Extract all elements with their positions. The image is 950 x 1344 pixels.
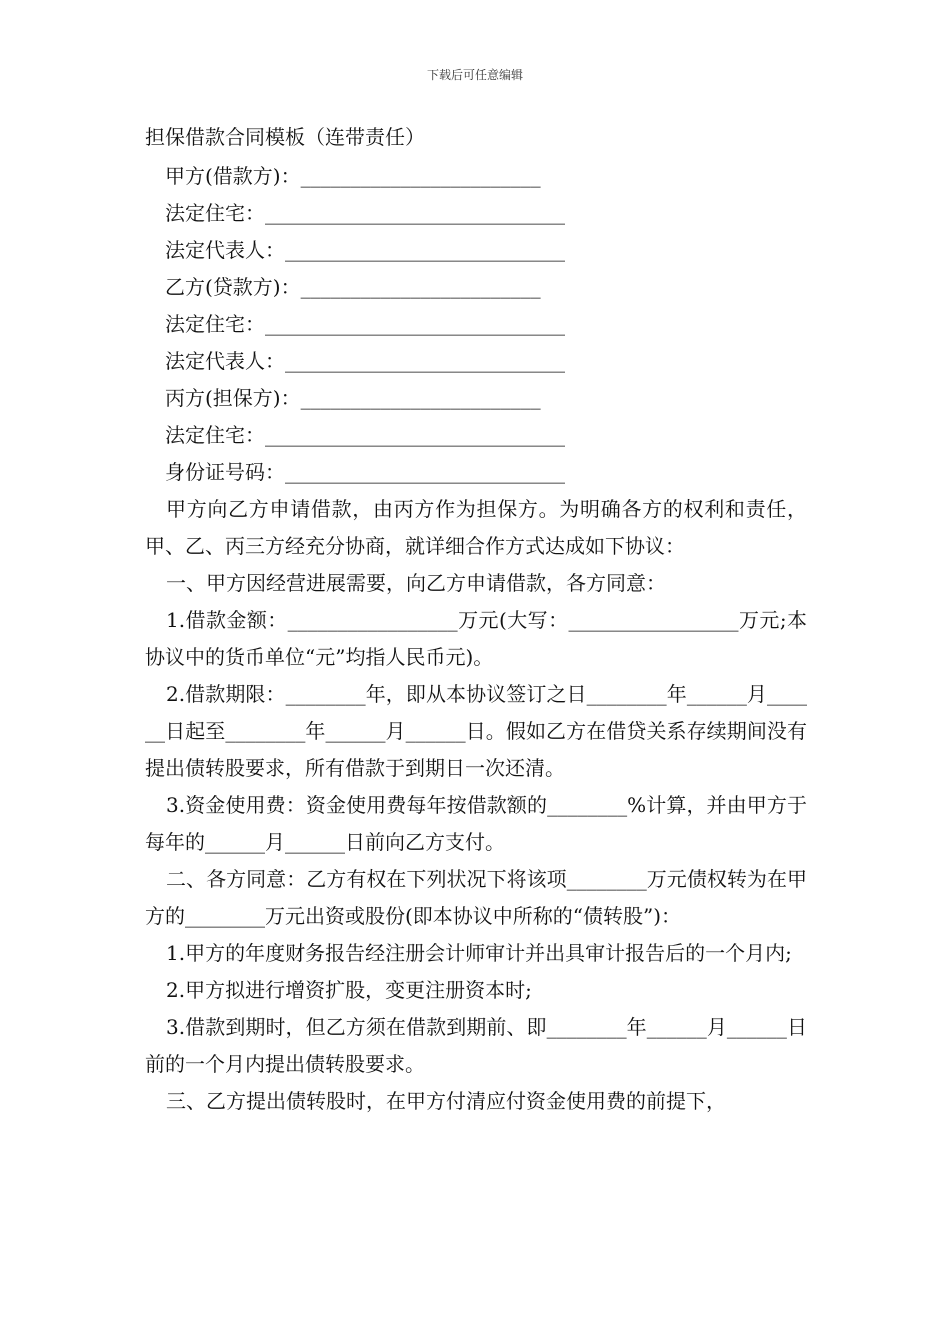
lender-field [145, 269, 807, 306]
field-blank: ____________________________ [285, 238, 565, 262]
field-label: 法定代表人： [165, 238, 285, 262]
condition-3: 3.借款到期时，但乙方须在借款到期前、即________年______月______日前的一个月内提出债转股要求。 [145, 1015, 807, 1076]
clause-usage-fee: 3.资金使用费：资金使用费每年按借款额的________%计算，并由甲方于每年的______月______日前向乙方支付。 [145, 793, 807, 854]
condition-1: 1.甲方的年度财务报告经注册会计师审计并出具审计报告后的一个月内; [166, 941, 792, 965]
field-blank: ________________________ [300, 275, 541, 299]
contract-document [145, 122, 807, 1120]
condition-2: 2.甲方拟进行增资扩股，变更注册资本时; [166, 978, 532, 1002]
borrower-field [145, 158, 807, 195]
guarantor-address-field [145, 417, 807, 454]
field-label: 身份证号码： [165, 460, 285, 484]
borrower-representative-field [145, 232, 807, 269]
lender-representative-field [145, 343, 807, 380]
field-blank: ______________________________ [265, 423, 565, 447]
guarantor-id-field [145, 454, 807, 491]
borrower-address-field [145, 195, 807, 232]
field-blank: ________________________ [300, 164, 541, 188]
intro-paragraph: 甲方向乙方申请借款，由丙方作为担保方。为明确各方的权利和责任，甲、乙、丙三方经充分协商，就详细合作方式达成如下协议： [145, 497, 807, 558]
field-blank: ______________________________ [265, 312, 565, 336]
clause-loan-amount: 1.借款金额：_________________万元(大写：_________________万元;本协议中的货币单位“元”均指人民币元)。 [145, 608, 807, 669]
section-3-paragraph: 三、乙方提出债转股时，在甲方付清应付资金使用费的前提下， [166, 1089, 726, 1113]
field-label: 丙方(担保方)： [165, 386, 301, 410]
page-header: 下载后可任意编辑 [426, 68, 523, 82]
field-label: 甲方(借款方)： [165, 164, 301, 188]
field-blank: ____________________________ [285, 460, 565, 484]
lender-address-field [145, 306, 807, 343]
clause-loan-term: 2.借款期限：________年，即从本协议签订之日________年______月______日起至________年______月______日。假如乙方在借贷关系存续期间没有提出债转股要求，所有借款于到期日一次还清。 [145, 682, 807, 780]
field-blank: ________________________ [300, 386, 541, 410]
guarantor-field [145, 380, 807, 417]
document-title: 担保借款合同模板（连带责任） [145, 125, 425, 149]
field-blank: ______________________________ [265, 201, 565, 225]
field-label: 法定代表人： [165, 349, 285, 373]
field-label: 法定住宅： [165, 312, 265, 336]
field-blank: ____________________________ [285, 349, 565, 373]
section-1-heading: 一、甲方因经营进展需要，向乙方申请借款，各方同意： [166, 571, 666, 595]
field-label: 乙方(贷款方)： [165, 275, 301, 299]
section-2-paragraph: 二、各方同意：乙方有权在下列状况下将该项________万元债权转为在甲方的________万元出资或股份(即本协议中所称的“债转股”)： [145, 867, 807, 928]
field-label: 法定住宅： [165, 423, 265, 447]
field-label: 法定住宅： [165, 201, 265, 225]
